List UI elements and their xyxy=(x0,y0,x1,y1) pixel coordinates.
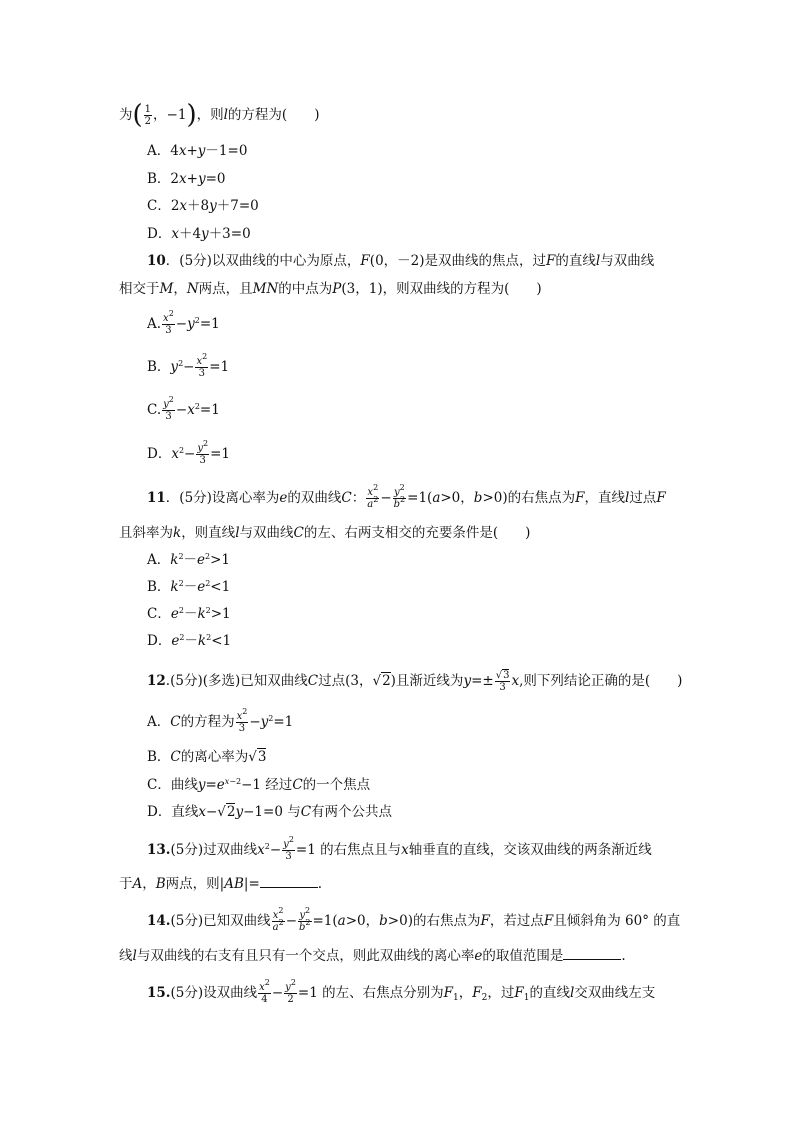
q10-option-d: D．$x^2-$ $\frac{y^2}{3}$ =1 xyxy=(147,439,231,466)
q9-option-a: A．4x+y－1=0 xyxy=(147,143,248,159)
q12-option-c: C．曲线$y=e^{x-2}-1$ 经过C的一个焦点 xyxy=(147,777,371,793)
q11-option-a: A．$k^2-e^2>1$ xyxy=(147,552,231,568)
answer-blank[interactable] xyxy=(260,875,318,888)
q15-line1: 15.(5分)设双曲线 $\frac{x^2}{4}$ − $\frac{y^2}{2}$ =1 的左、右焦点分别为$F_1$，$F_2$，过$F_1$的直线l交双曲线左支 xyxy=(147,978,656,1005)
q10-option-b: B．$y^2-$ $\frac{x^2}{3}$ =1 xyxy=(147,352,230,379)
question-9-fragment: 为( $\frac{1}{2}$ ，−1)，则l的方程为( ) xyxy=(119,100,320,130)
q11-line2: 且斜率为k，则直线l与双曲线C的左、右两支相交的充要条件是( ) xyxy=(119,525,531,541)
q14-line1: 14.(5分)已知双曲线 $\frac{x^2}{a^2}$ − $\frac{y^2}{b^2}$ =1(a>0，b>0)的右焦点为F，若过点F且倾斜角为 60° 的直 xyxy=(147,906,681,933)
q12-option-a: A．C的方程为 $\frac{x^2}{3}$ $-y^2=1$ xyxy=(147,707,294,734)
q11-option-c: C．$e^2-k^2>1$ xyxy=(147,606,231,622)
q10-line1: 10．(5分)以双曲线的中心为原点，F(0，－2)是双曲线的焦点，过F的直线l与双曲线 xyxy=(147,253,655,269)
q12-option-b: B．C的离心率为√3 xyxy=(147,749,267,765)
q10-option-c: C. $\frac{y^2}{3}$ $-x^2=1$ xyxy=(147,395,220,422)
q11-line1: 11．(5分)设离心率为e的双曲线C： $\frac{x^2}{a^2}$ − $\frac{y^2}{b^2}$ =1(a>0，b>0)的右焦点为F，直线l过点F xyxy=(147,483,666,510)
q9-option-b: B．2x+y=0 xyxy=(147,171,226,187)
q13-line1: 13.(5分)过双曲线$x^2-$ $\frac{y^2}{3}$ =1 的右焦点且与x轴垂直的直线，交该双曲线的两条渐近线 xyxy=(147,835,652,862)
q11-option-b: B．$k^2-e^2<1$ xyxy=(147,579,231,595)
q10-line2: 相交于M，N两点，且MN的中点为P(3，1)，则双曲线的方程为( ) xyxy=(119,281,542,297)
answer-blank[interactable] xyxy=(563,947,621,960)
q9-option-d: D．x＋4y＋3=0 xyxy=(147,226,251,242)
q12-line1: 12.(5分)(多选)已知双曲线C过点(3，√2)且渐近线为y=± $\frac{√3}{3}$ x,则下列结论正确的是( ) xyxy=(147,670,683,693)
q13-line2: 于A，B两点，则|AB|= . xyxy=(119,876,323,892)
q10-option-a: A. $\frac{x^2}{3}$ $-y^2=1$ xyxy=(147,309,220,336)
q9-option-c: C．2x＋8y＋7=0 xyxy=(147,198,259,214)
q14-line2: 线l与双曲线的右支有且只有一个交点，则此双曲线的离心率e的取值范围是 . xyxy=(119,948,626,964)
q12-option-d: D．直线x−√2y−1=0 与C有两个公共点 xyxy=(147,804,393,820)
q11-option-d: D．$e^2-k^2<1$ xyxy=(147,633,232,649)
